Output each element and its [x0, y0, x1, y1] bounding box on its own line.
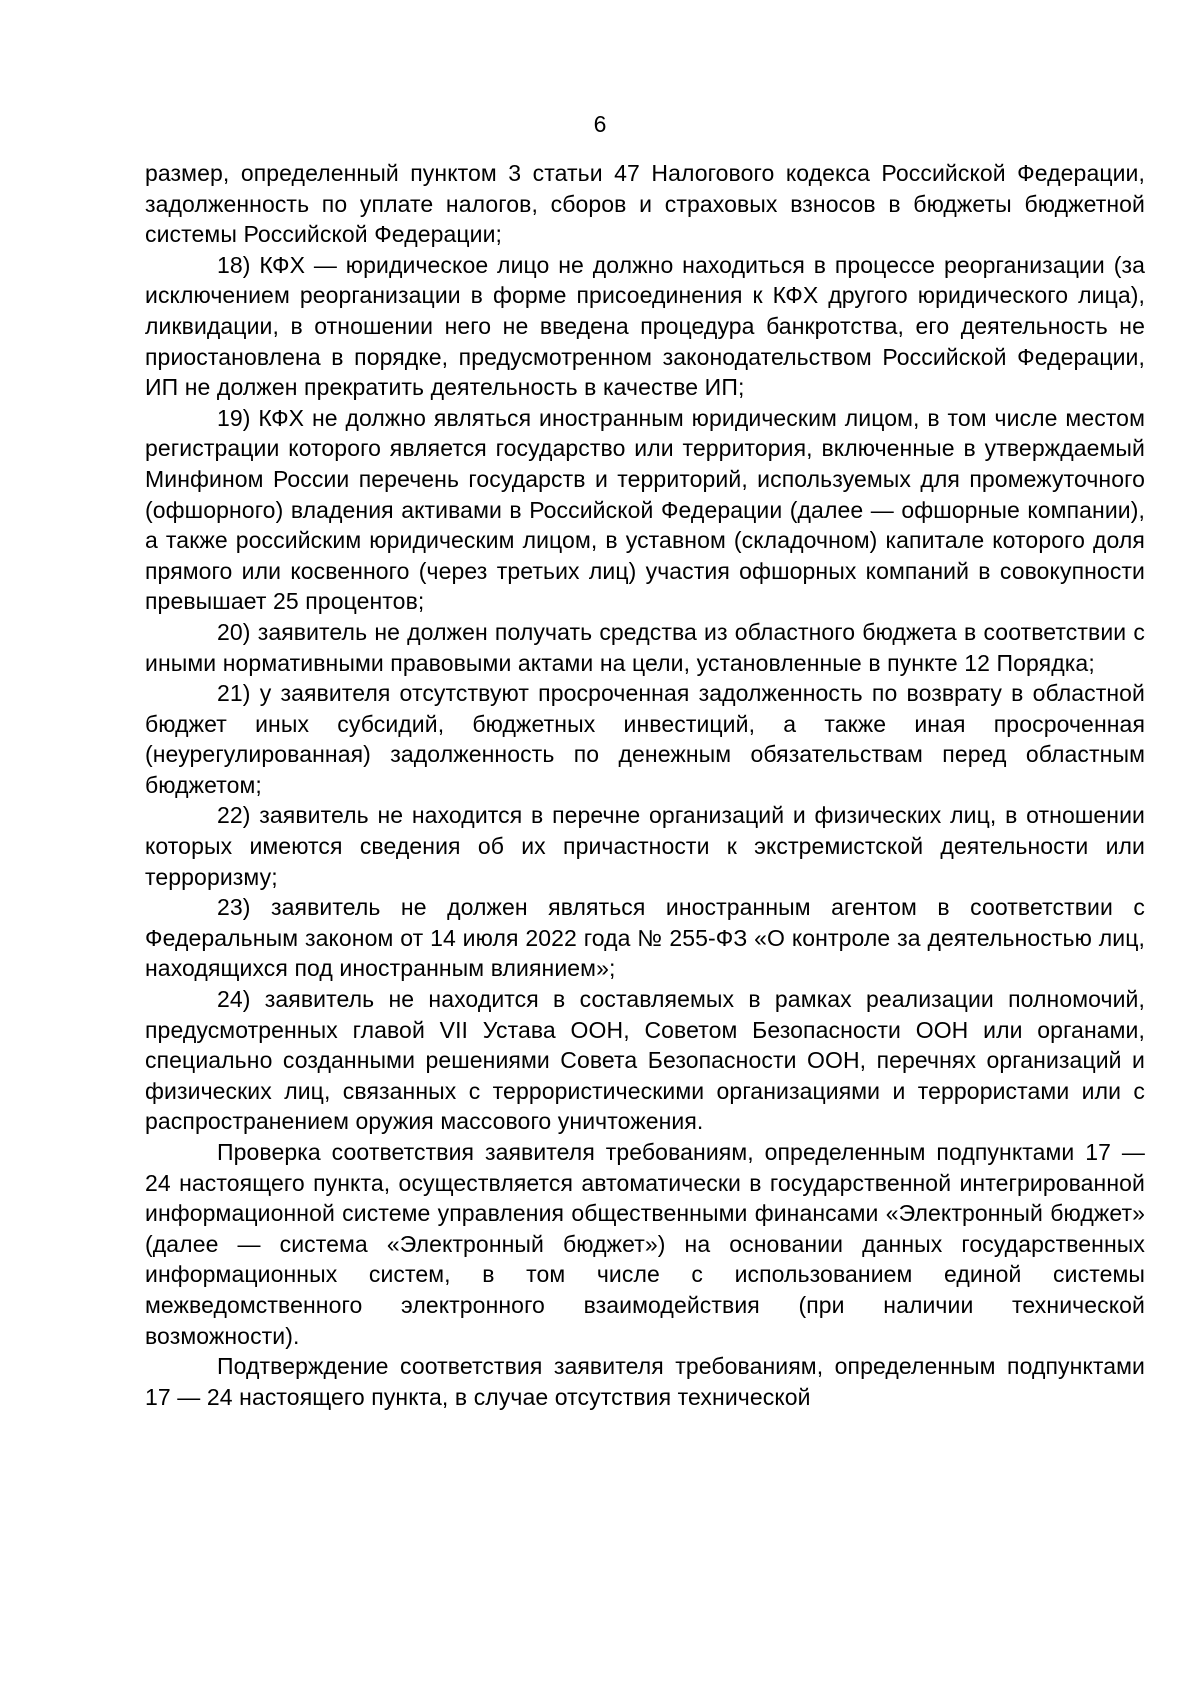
paragraph-item-23: 23) заявитель не должен являться иностранным агентом в соответствии с Федеральным законом от 14 июля 2022 года № 255-ФЗ «О контроле за деятельностью лиц, находящихся под иностранным влиянием»; [145, 894, 1145, 982]
paragraph-confirmation: Подтверждение соответствия заявителя требованиям, определенным подпунктами 17 — 24 настоящего пункта, в случае отсутствия технической [145, 1353, 1145, 1410]
paragraph-item-20: 20) заявитель не должен получать средства из областного бюджета в соответствии с иными нормативными правовыми актами на цели, установленные в пункте 12 Порядка; [145, 618, 1145, 676]
paragraph-continuation: размер, определенный пунктом 3 статьи 47 Налогового кодекса Российской Федерации, задолженность по уплате налогов, сборов и страховых взносов в бюджеты бюджетной системы Российской Федерации; [145, 160, 1145, 248]
paragraph-item-22: 22) заявитель не находится в перечне организаций и физических лиц, в отношении которых имеются сведения об их причастности к экстремистской деятельности или терроризму; [145, 802, 1145, 890]
paragraph-item-18: 18) КФХ — юридическое лицо не должно находиться в процессе реорганизации (за исключением реорганизации в форме присоединения к КФХ другого юридического лица), ликвидации, в отношении него не введена процедура банкротства, его деятельность не приостановлена в порядке, предусмотренном законодательством Российской Федерации, ИП не должен прекратить деятельность в качестве ИП; [145, 251, 1145, 401]
paragraph-item-21: 21) у заявителя отсутствуют просроченная задолженность по возврату в областной бюджет иных субсидий, бюджетных инвестиций, а также иная просроченная (неурегулированная) задолженность по денежным обязательствам перед областным бюджетом; [145, 680, 1145, 798]
paragraph-item-19: 19) КФХ не должно являться иностранным юридическим лицом, в том числе местом регистрации которого является государство или территория, включенные в утверждаемый Минфином России перечень государств и территорий, используемых для промежуточного (офшорного) владения активами в Российской Федерации (далее — офшорные компании), а также российским юридическим лицом, в уставном (складочном) капитале которого доля прямого или косвенного (через третьих лиц) участия офшорных компаний в совокупности превышает 25 процентов; [145, 404, 1145, 615]
document-body [145, 158, 1145, 1412]
paragraph-verification: Проверка соответствия заявителя требованиям, определенным подпунктами 17 — 24 настоящего пункта, осуществляется автоматически в государственной интегрированной информационной системе управления общественными финансами «Электронный бюджет» (далее — система «Электронный бюджет») на основании данных государственных информационных систем, в том числе с использованием единой системы межведомственного электронного взаимодействия (при наличии технической возможности). [145, 1139, 1145, 1349]
paragraph-item-24: 24) заявитель не находится в составляемых в рамках реализации полномочий, предусмотренных главой VII Устава ООН, Советом Безопасности ООН или органами, специально созданными решениями Совета Безопасности ООН, перечнях организаций и физических лиц, связанных с террористическими организациями и террористами или с распространением оружия массового уничтожения. [145, 986, 1145, 1135]
page-number: 6 [593, 111, 607, 137]
